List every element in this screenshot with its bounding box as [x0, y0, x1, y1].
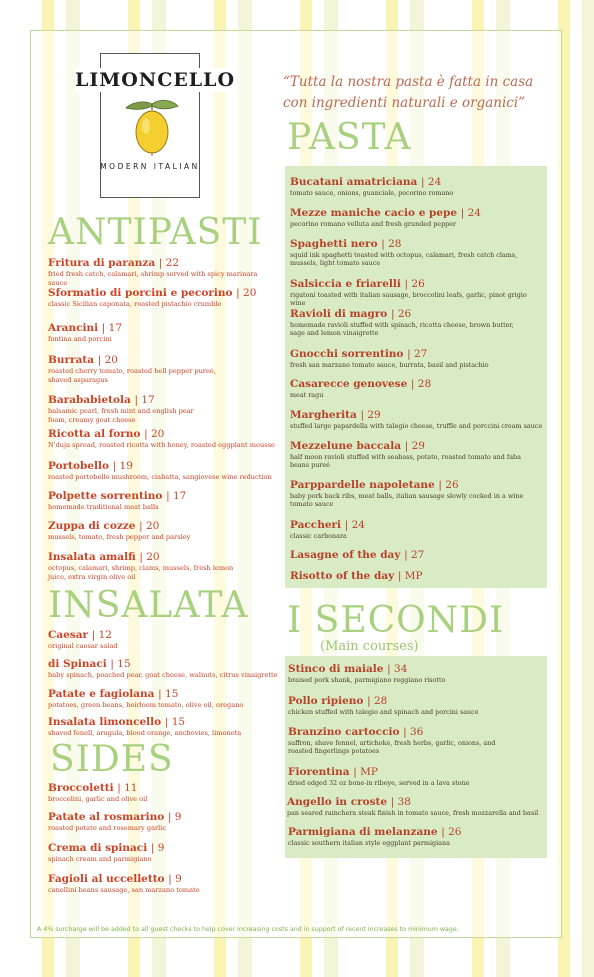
item-price: | 36 [403, 726, 424, 738]
sides-heading: SIDES [50, 739, 174, 780]
item-price: | 9 [150, 842, 165, 854]
item-description: potatoes, green beans, heirloom tomato, olive oil, oregano [48, 701, 244, 709]
item-description: roasted potato and rosemary garlic [48, 824, 167, 832]
menu-item [290, 348, 544, 369]
item-price: | 20 [139, 551, 160, 563]
item-price: | 12 [91, 629, 112, 641]
item-price: | 26 [404, 278, 425, 290]
menu-item [48, 428, 278, 450]
brand-tagline: MODERN ITALIAN [100, 162, 200, 171]
item-name: Stinco di maiale [288, 663, 384, 675]
item-name: Patate al rosmarino [48, 811, 165, 823]
item-name: Caesar [48, 629, 89, 641]
item-price: | 26 [438, 479, 459, 491]
item-description: original caesar salad [48, 642, 118, 650]
item-name: Parppardelle napoletane [290, 479, 435, 491]
item-price: | 15 [158, 688, 179, 700]
item-name: Barababietola [48, 394, 131, 406]
secondi-subheading: (Main courses) [320, 639, 419, 654]
menu-item [48, 782, 278, 804]
menu-item [48, 287, 278, 309]
item-name: Zuppa di cozze [48, 520, 136, 532]
insalata-heading: INSALATA [48, 585, 249, 626]
item-name: Salsiccia e friarelli [290, 278, 401, 290]
item-description: baby pork back ribs, meat balls, italian sausage slowly cocked in a wine tomato sauce [290, 492, 524, 509]
menu-item [290, 519, 544, 540]
menu-item [290, 176, 544, 197]
menu-item [48, 873, 278, 895]
menu-item [48, 257, 278, 287]
item-description: spinach cream and parmigiano [48, 855, 152, 863]
menu-item [290, 479, 540, 509]
item-description: meat ragu [290, 391, 324, 399]
item-price: | 11 [117, 782, 138, 794]
item-price: | 27 [407, 348, 428, 360]
item-price: | 27 [404, 549, 425, 561]
item-name: Risotto of the day [290, 570, 395, 582]
brand-name: LIMONCELLO [75, 69, 236, 91]
item-name: Angello in croste [287, 796, 388, 808]
item-price: | 29 [404, 440, 425, 452]
menu-item [48, 322, 278, 344]
item-price: | 24 [421, 176, 442, 188]
item-description: homemade ravioli stuffed with spinach, ricotta cheese, brown butter, sage and lemon vinaigrette [290, 321, 514, 338]
lemon-icon [122, 98, 180, 158]
item-description: squid ink spaghetti toasted with octopus, calamari, fresh catch clams, mussels, light tomato sauce [290, 251, 518, 268]
menu-item [48, 490, 278, 512]
item-description: chicken stuffed with talegio and spinach and porcini sauce [288, 708, 479, 716]
item-price: | 20 [144, 428, 165, 440]
quote-text: “Tutta la nostra pasta è fatta in casa con ingredienti naturali e organici” [283, 74, 534, 111]
item-description: pan seared rainchera steak finish in tomato sauce, fresh mozzarella and basil [287, 809, 539, 817]
item-price: | 24 [460, 207, 481, 219]
item-name: Branzino cartoccio [288, 726, 400, 738]
item-description: broccolini, garlic and olive oil [48, 795, 148, 803]
item-price: | 17 [166, 490, 187, 502]
item-name: Pollo ripieno [288, 695, 364, 707]
item-name: Sformatio di porcini e pecorino [48, 287, 233, 299]
menu-item [48, 520, 278, 542]
item-name: Margherita [290, 409, 357, 421]
item-name: Polpette sorrentino [48, 490, 163, 502]
item-name: Patate e fagiolana [48, 688, 155, 700]
item-name: Mezzelune baccala [290, 440, 402, 452]
item-description: tomato sauce, onions, guanciale, pecorino romano [290, 189, 454, 197]
item-description: braised pork shank, parmigiano reggiano risotto [288, 676, 446, 684]
item-name: Broccoletti [48, 782, 114, 794]
item-description: shaved fenell, arugula, blood orange, anchovies, limoneta [48, 729, 242, 737]
item-description: fresh san marzano tomato sauce, burrata, basil and pistachio [290, 361, 489, 369]
item-name: Arancini [48, 322, 99, 334]
menu-item [48, 394, 213, 424]
menu-item [290, 238, 520, 268]
menu-item [290, 570, 544, 583]
item-description: half moon ravioli stuffed with seabass, potato, roasted tomato and faba beans pureé [290, 453, 521, 470]
item-price: | 26 [390, 308, 412, 320]
item-price: | 19 [112, 460, 133, 472]
menu-item [48, 716, 278, 738]
item-price: | 26 [441, 826, 462, 838]
menu-item [290, 409, 544, 430]
item-description: balsamic pearl, fresh mint and english pear foam, creamy goat cheese [48, 407, 194, 424]
item-price: | 22 [158, 257, 180, 269]
item-name: Lasagne of the day [290, 549, 401, 561]
secondi-heading: I SECONDI [287, 600, 505, 641]
item-name: Insalata amalfi [48, 551, 136, 563]
item-price: | 17 [134, 394, 155, 406]
item-price: | 28 [381, 238, 402, 250]
item-price: | 28 [410, 378, 432, 390]
item-price: | MP [353, 766, 378, 778]
surcharge-note: A 4% surcharge will be added to all guest checks to help cover increasing costs and in support of recent increases to minimum wage. [37, 926, 459, 933]
item-description: fontina and porcini [48, 335, 112, 343]
menu-item [290, 278, 544, 308]
item-description: stuffed large papardella with talegio cheese, truffle and porccini cream sauce [290, 422, 543, 430]
menu-item [288, 726, 518, 756]
item-name: Fagioli al uccelletto [48, 873, 165, 885]
item-price: | 9 [167, 811, 182, 823]
item-price: | 28 [367, 695, 388, 707]
item-description: pecorino romano velluta and fresh grunded pepper [290, 220, 457, 228]
menu-item [48, 842, 278, 864]
item-description: dried edged 32 oz bone-in ribeye, served in a lava stone [288, 779, 470, 787]
item-description: mussels, tomato, fresh pepper and parsley [48, 533, 191, 541]
item-description: canellini beans sausage, san marzano tomato [48, 886, 200, 894]
item-description: octopus, calamari, shrimp, clams, mussels, fresh lemon juice, extra virgin olive oil [48, 564, 234, 581]
item-description: N'duja spread, roasted ricotta with honey, roasted eggplant mousse [48, 441, 275, 449]
item-price: | 29 [360, 409, 381, 421]
item-description: classic carbonara [290, 532, 347, 540]
item-description: roasted portobello mushroom, ciabatta, sangiovese wine reduction [48, 473, 272, 481]
item-price: | 20 [97, 354, 118, 366]
menu-item [288, 695, 542, 716]
menu-item [48, 629, 278, 651]
item-price: | 9 [168, 873, 182, 885]
item-price: | 15 [164, 716, 186, 728]
item-name: Ravioli di magro [290, 308, 388, 320]
item-name: di Spinaci [48, 658, 107, 670]
menu-item [290, 440, 538, 470]
menu-item [48, 354, 228, 384]
item-description: homemade traditional meat balls [48, 503, 159, 511]
item-name: Fritura di paranza [48, 257, 156, 269]
menu-item [48, 658, 278, 680]
item-name: Burrata [48, 354, 95, 366]
item-name: Crema di spinaci [48, 842, 148, 854]
item-name: Ricotta al forno [48, 428, 141, 440]
item-description: saffron, shave fennel, artichoke, fresh herbs, garlic, onions, and roasted fingerlings potatoes [288, 739, 496, 756]
item-description: classic southern italian style eggplant parmigiana [288, 839, 450, 847]
item-description: baby spinach, poached pear, goat cheese, walnuts, citrus vinaigrette [48, 671, 278, 679]
item-price: | 38 [390, 796, 411, 808]
antipasti-heading: ANTIPASTI [48, 212, 263, 253]
menu-item [288, 826, 542, 847]
item-name: Spaghetti nero [290, 238, 378, 250]
menu-item [288, 663, 542, 684]
item-price: | 24 [344, 519, 365, 531]
item-price: | 17 [101, 322, 123, 334]
pasta-heading: PASTA [287, 117, 412, 158]
item-price: | 15 [110, 658, 131, 670]
menu-item [288, 766, 542, 787]
item-price: | 34 [387, 663, 408, 675]
item-name: Fiorentina [288, 766, 350, 778]
item-name: Gnocchi sorrentino [290, 348, 404, 360]
item-name: Casarecce genovese [290, 378, 408, 390]
item-price: | 20 [236, 287, 257, 299]
item-price: | 20 [139, 520, 160, 532]
item-name: Mezze maniche cacio e pepe [290, 207, 458, 219]
menu-item [48, 460, 278, 482]
item-price: | MP [397, 570, 423, 582]
item-name: Paccheri [290, 519, 342, 531]
item-name: Portobello [48, 460, 110, 472]
menu-item [290, 308, 520, 338]
item-description: classic Sicilian caponata, roasted pistachio crumble [48, 300, 222, 308]
menu-item [287, 796, 541, 817]
item-description: fried fresh catch, calamari, shrimp served with spicy marinara sauce [48, 270, 258, 287]
item-name: Bucatani amatriciana [290, 176, 418, 188]
menu-item [290, 378, 544, 399]
menu-item [290, 549, 544, 562]
item-description: roasted cherry tomato, roasted bell pepper pureé, shaved asparagus [48, 367, 216, 384]
item-description: rigatoni toasted with italian sausage, broccolini leafs, garlic, pinot grigio wine [290, 291, 527, 308]
menu-item [48, 688, 278, 710]
menu-item [290, 207, 544, 228]
item-name: Parmigiana di melanzane [288, 826, 438, 838]
menu-item [48, 811, 278, 833]
menu-item [48, 551, 248, 581]
item-name: Insalata limoncello [48, 716, 162, 728]
